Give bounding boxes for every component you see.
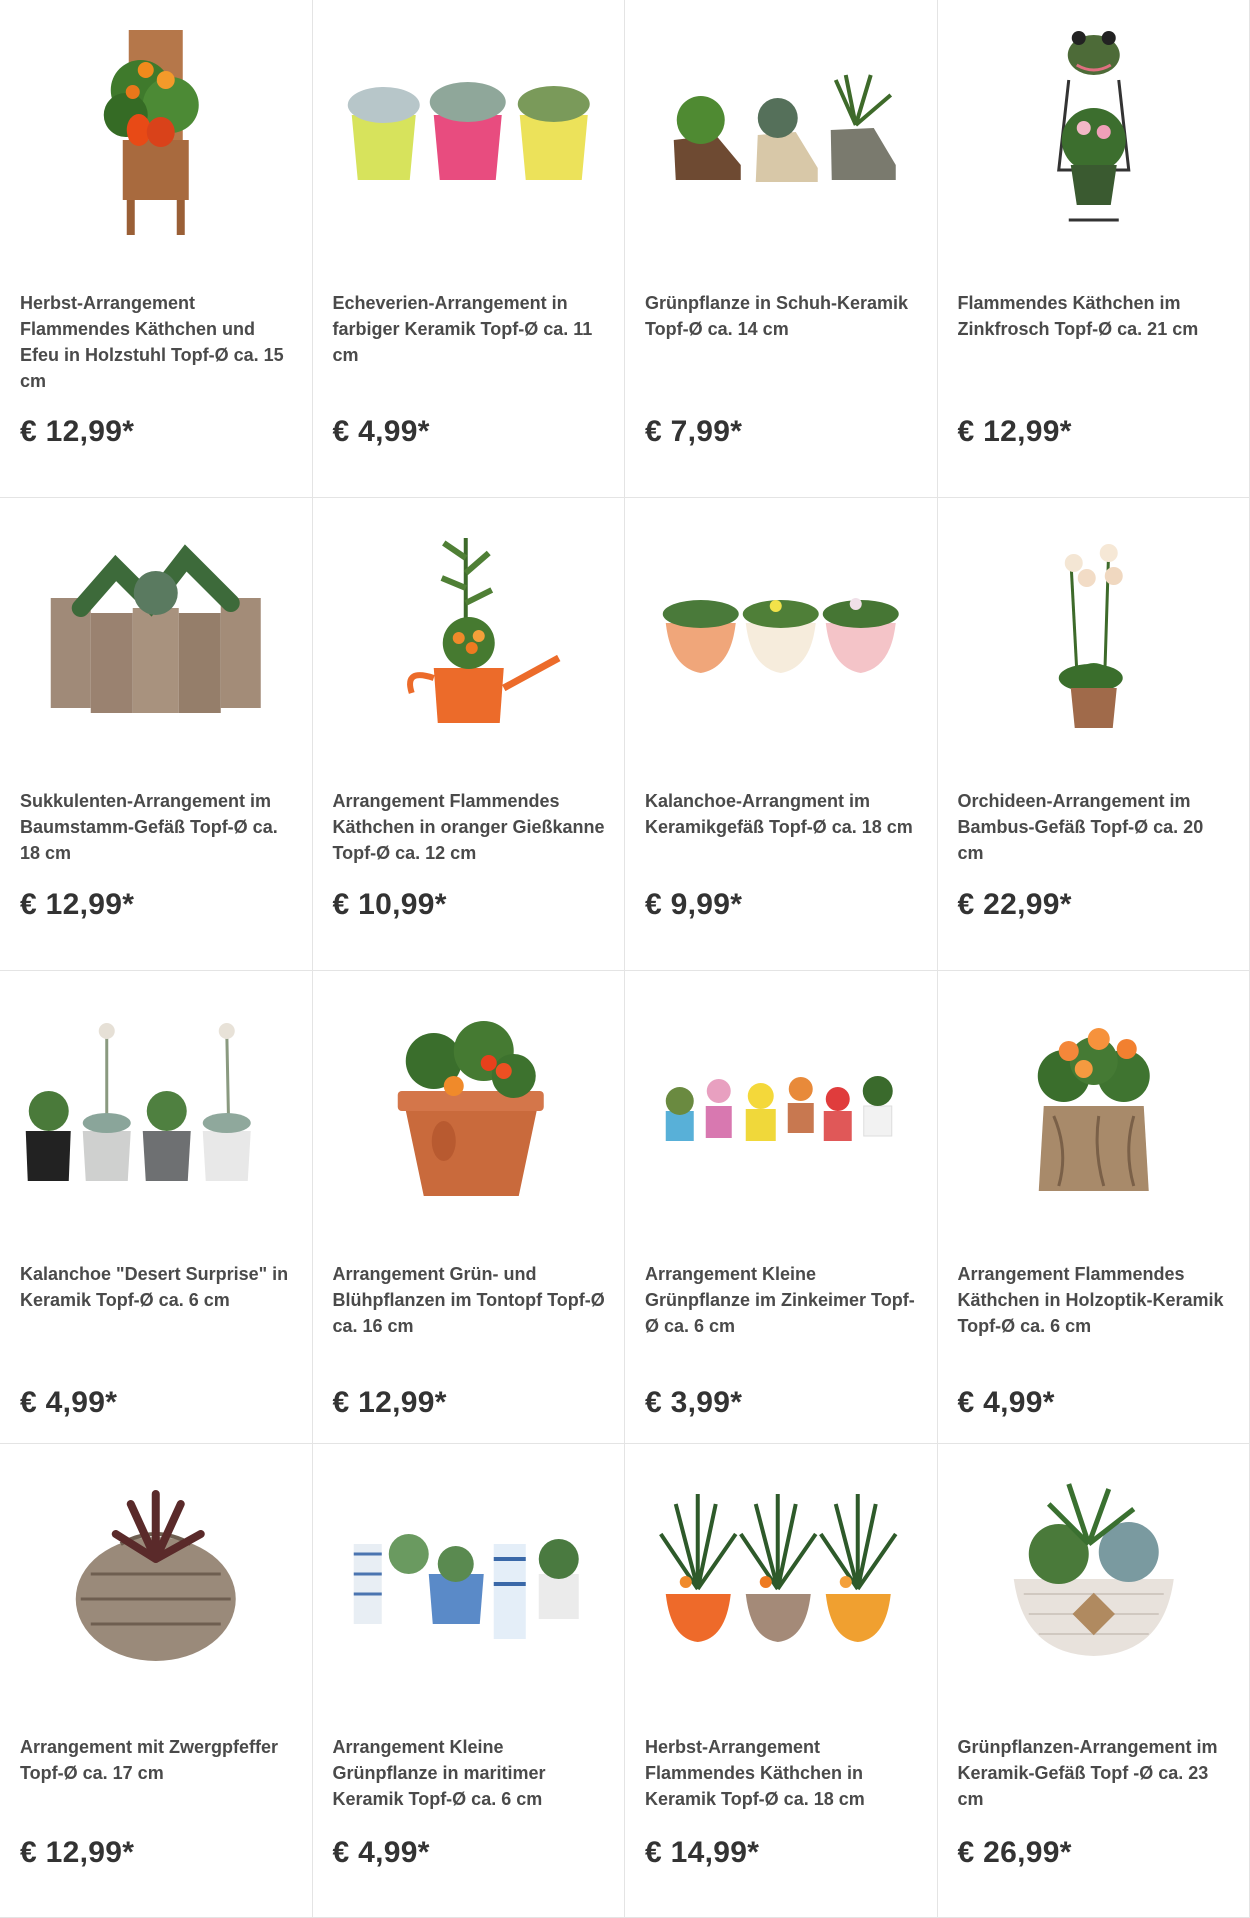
product-card[interactable] xyxy=(625,971,938,1444)
product-title[interactable]: Kalanchoe-Arrangment im Keramikgefäß Topf-Ø ca. 18 cm xyxy=(645,791,913,837)
product-title[interactable]: Arrangement Kleine Grünpflanze im Zinkeimer Topf-Ø ca. 6 cm xyxy=(645,1264,915,1336)
product-card[interactable] xyxy=(313,1444,626,1918)
product-price: € 9,99* xyxy=(645,888,743,921)
product-title[interactable]: Herbst-Arrangement Flammendes Käthchen in Keramik Topf-Ø ca. 18 cm xyxy=(645,1737,865,1809)
product-card[interactable] xyxy=(938,498,1250,971)
product-title[interactable]: Arrangement mit Zwergpfeffer Topf-Ø ca. 17 cm xyxy=(20,1737,279,1783)
product-price: € 4,99* xyxy=(957,1386,1055,1419)
product-card[interactable] xyxy=(313,971,626,1444)
product-image[interactable] xyxy=(645,1464,917,1684)
product-card[interactable] xyxy=(625,0,938,498)
product-image[interactable] xyxy=(333,20,605,240)
product-title[interactable]: Flammendes Käthchen im Zinkfrosch Topf-Ø ca. 21 cm xyxy=(957,293,1199,339)
product-title[interactable]: Echeverien-Arrangement in farbiger Keramik Topf-Ø ca. 11 cm xyxy=(332,293,593,365)
product-image[interactable] xyxy=(645,991,917,1211)
product-card[interactable] xyxy=(313,0,626,498)
product-title[interactable]: Arrangement Kleine Grünpflanze in maritimer Keramik Topf-Ø ca. 6 cm xyxy=(332,1737,546,1809)
product-price: € 4,99* xyxy=(332,1836,430,1869)
product-image[interactable] xyxy=(20,991,292,1211)
product-price: € 12,99* xyxy=(20,415,135,448)
product-card[interactable] xyxy=(0,1444,313,1918)
product-price: € 12,99* xyxy=(20,1836,135,1869)
product-price: € 3,99* xyxy=(645,1386,743,1419)
product-image[interactable] xyxy=(958,20,1230,240)
product-image[interactable] xyxy=(958,518,1230,738)
product-price: € 4,99* xyxy=(20,1386,118,1419)
product-price: € 12,99* xyxy=(332,1386,447,1419)
product-price: € 22,99* xyxy=(957,888,1072,921)
product-card[interactable] xyxy=(938,971,1250,1444)
product-title[interactable]: Grünpflanze in Schuh-Keramik Topf-Ø ca. 14 cm xyxy=(645,293,909,339)
product-card[interactable] xyxy=(0,0,313,498)
product-title[interactable]: Arrangement Grün- und Blühpflanzen im Tontopf Topf-Ø ca. 16 cm xyxy=(332,1264,605,1336)
product-card[interactable] xyxy=(0,498,313,971)
product-price: € 26,99* xyxy=(957,1836,1072,1869)
product-title[interactable]: Grünpflanzen-Arrangement im Keramik-Gefäß Topf -Ø ca. 23 cm xyxy=(957,1737,1218,1809)
product-card[interactable] xyxy=(938,1444,1250,1918)
product-title[interactable]: Kalanchoe "Desert Surprise" in Keramik Topf-Ø ca. 6 cm xyxy=(20,1264,289,1310)
product-price: € 4,99* xyxy=(332,415,430,448)
product-image[interactable] xyxy=(333,991,605,1211)
product-title[interactable]: Sukkulenten-Arrangement im Baumstamm-Gefäß Topf-Ø ca. 18 cm xyxy=(20,791,278,863)
product-title[interactable]: Arrangement Flammendes Käthchen in Holzoptik-Keramik Topf-Ø ca. 6 cm xyxy=(957,1264,1224,1336)
product-title[interactable]: Orchideen-Arrangement im Bambus-Gefäß Topf-Ø ca. 20 cm xyxy=(957,791,1204,863)
product-image[interactable] xyxy=(333,518,605,738)
product-image[interactable] xyxy=(20,1464,292,1684)
product-image[interactable] xyxy=(20,518,292,738)
product-card[interactable] xyxy=(625,498,938,971)
product-card[interactable] xyxy=(938,0,1250,498)
product-price: € 10,99* xyxy=(332,888,447,921)
product-price: € 12,99* xyxy=(20,888,135,921)
product-price: € 7,99* xyxy=(645,415,743,448)
product-image[interactable] xyxy=(645,20,917,240)
product-image[interactable] xyxy=(333,1464,605,1684)
product-card[interactable] xyxy=(313,498,626,971)
product-card[interactable] xyxy=(625,1444,938,1918)
product-image[interactable] xyxy=(958,1464,1230,1684)
product-image[interactable] xyxy=(958,991,1230,1211)
product-image[interactable] xyxy=(20,20,292,240)
product-title[interactable]: Herbst-Arrangement Flammendes Käthchen und Efeu in Holzstuhl Topf-Ø ca. 15 cm xyxy=(20,293,284,391)
product-price: € 12,99* xyxy=(957,415,1072,448)
product-card[interactable] xyxy=(0,971,313,1444)
product-price: € 14,99* xyxy=(645,1836,760,1869)
product-title[interactable]: Arrangement Flammendes Käthchen in oranger Gießkanne Topf-Ø ca. 12 cm xyxy=(332,791,605,863)
product-image[interactable] xyxy=(645,518,917,738)
